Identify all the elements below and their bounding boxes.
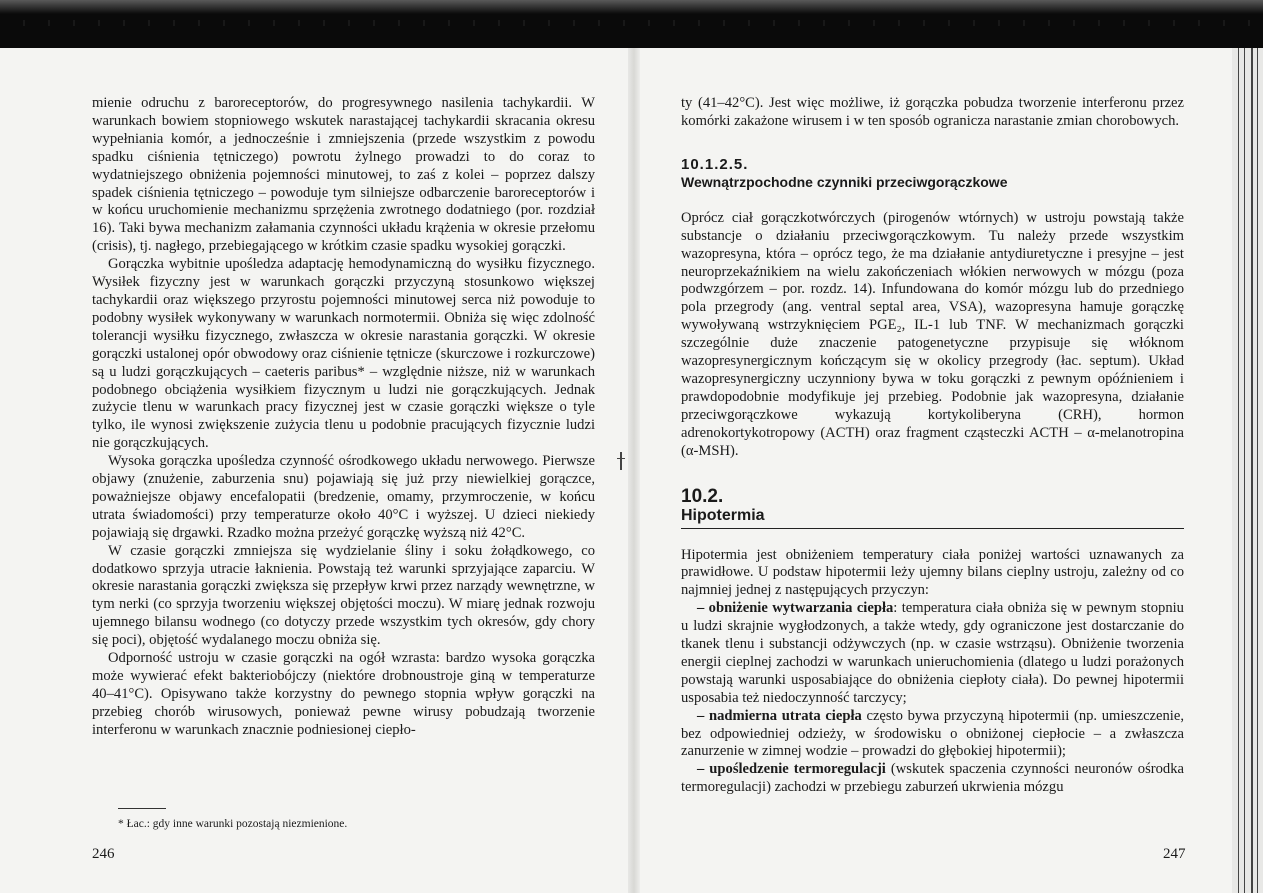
body-paragraph: Hipotermia jest obniżeniem temperatury ciała poniżej wartości uznawanych za prawidłowe. U podstaw hipotermii leży ujemny bilans cieplny ustroju, zależny od co najmniej jednej z następujących przyczyn: xyxy=(681,546,1184,599)
body-paragraph: Gorączka wybitnie upośledza adaptację hemodynamiczną do wysiłku fizycznego. Wysiłek fizyczny jest w warunkach gorączki przyczyną stosunkowo większej tachykardii oraz większego przyrostu pojemności minutowej serca niż powoduje to podobny wysiłek wykonywany w warunkach normotermii. Obniża się więc zdolność tolerancji wysiłku fizycznego, zwłaszcza w okresie narastania gorączki. W okresie gorączki ustalonej opór obwodowy oraz ciśnienie tętnicze (skurczowe i rozkurczowe) są u ludzi gorączkujących – caeteris paribus* – względnie niższe, niż w warunkach podobnego obciążenia wysiłkiem fizycznym u ludzi nie gorączkujących. Jednak zużycie tlenu w warunkach pracy fizycznej jest w czasie gorączki większe o tyle tylko, ile wynosi zwiększenie zużycia tlenu u podobnie pracujących fizycznie ludzi nie gorączkujących. xyxy=(92,256,595,452)
margin-mark xyxy=(617,458,625,459)
book-gutter xyxy=(628,48,640,893)
page-edge-line xyxy=(1257,48,1258,893)
list-item-lead: – upośledzenie termoregulacji xyxy=(697,761,886,778)
body-paragraph: Oprócz ciał gorączkotwórczych (pirogenów wtórnych) w ustroju powstają także substancje o działaniu przeciwgorączkowym. Tu należy przede wszystkim wazopresyna, która – oprócz tego, że ma działanie antydiuretyczne i presyjne – jest neuroprzekaźnikiem na wielu zakończeniach włókien nerwowych w mózgu (poza podwzgórzem – por. rozdz. 14). Infundowana do komór mózgu lub do przedniego pola przegrody (ang. ventral septal area, VSA), wazopresyna hamuje gorączkę wywoływaną wstrzyknięciem PGE₂, IL-1 lub TNF. W mechanizmach gorączki szczególnie duże znaczenie patogenetyczne przypisuje się włóknom wazopresynergicznym kończącym się w okolicy przegrody (łac. septum). Układ wazopresynergiczny uczynniony bywa w toku gorączki z pewnym opóźnieniem i prawdopodobnie modyfikuje jej przebieg. Podobnie jak wazopresyna, działanie przeciwgorączkowe wykazują kortykoliberyna (CRH), hormon adrenokortykotropowy (ACTH) oraz fragment cząsteczki ACTH – α-melanotropina (α-MSH). xyxy=(681,209,1184,459)
list-item-lead: – nadmierna utrata ciepła xyxy=(697,707,862,724)
section-number: 10.1.2.5. xyxy=(681,155,749,173)
body-paragraph: W czasie gorączki zmniejsza się wydzielanie śliny i soku żołądkowego, co dodatkowo sprzyja utracie łaknienia. Powstają też warunki sprzyjające zaparciu. W okresie narastania gorączki zwiększa się przepływ krwi przez narządy wewnętrzne, w tym nerki (co sprzyja tworzeniu większej objętości moczu). W miarę jednak rozwoju ujemnego bilansu wodnego (co dotyczy przede wszystkim tych okresów, gdy chory się poci), objętość wydalanego moczu obniża się. xyxy=(92,542,595,649)
section-title: Wewnątrzpochodne czynniki przeciwgorączkowe xyxy=(681,173,1008,190)
page-stack-edge xyxy=(1232,48,1263,893)
page-number-right: 247 xyxy=(1163,846,1186,862)
page-edge-line xyxy=(1251,48,1253,893)
list-item xyxy=(681,600,1184,707)
list-item xyxy=(681,708,1184,762)
body-paragraph: ty (41–42°C). Jest więc możliwe, iż gorączka pobudza tworzenie interferonu przez komórki zakażone wirusem i w ten sposób ogranicza narastanie zmian chorobowych. xyxy=(681,95,1184,129)
margin-mark xyxy=(620,452,622,470)
page-edge-line xyxy=(1238,48,1239,893)
page-number-left: 246 xyxy=(92,846,115,862)
list-item-text: często bywa przyczyną hipotermii (np. umieszczenie, bez odpowiedniej odzieży, w środowisku o obniżonej ciepłocie – a zwłaszcza zanurzenie w zimnej wodzie – prowadzi do głębokiej hipotermii); xyxy=(681,707,1184,760)
scan-top-fade xyxy=(0,0,1263,14)
body-paragraph: Odporność ustroju w czasie gorączki na ogół wzrasta: bardzo wysoka gorączka może wywierać efekt bakteriobójczy (niektóre drobnoustroje giną w temperaturze 40–41°C). Opisywano także korzystny do pewnego stopnia wpływ gorączki na przebieg chorób wirusowych, ponieważ pewne wirusy pobudzają tworzenie interferonu w warunkach znacznie podniesionej ciepło- xyxy=(92,650,595,738)
footnote-rule xyxy=(118,808,166,809)
left-text-column xyxy=(92,95,595,740)
body-paragraph: Wysoka gorączka upośledza czynność ośrodkowego układu nerwowego. Pierwsze objawy (znużenie, zaburzenia snu) pojawiają się już przy niewielkiej gorączce, poważniejsze objawy encefalopatii (bredzenie, omamy, przymroczenie, w końcu utrata świadomości) przy temperaturze około 40°C i wyższej. U dzieci niekiedy pojawiają się drgawki. Rzadko można przeżyć gorączkę wyższą niż 42°C. xyxy=(92,453,595,541)
chapter-number: 10.2. xyxy=(681,485,724,507)
list-item-text: (wskutek spaczenia czynności neuronów ośrodka termoregulacji) zachodzi w przebiegu zaburzeń ukrwienia mózgu xyxy=(681,761,1184,796)
list-item xyxy=(681,761,1184,797)
chapter-title: Hipotermia xyxy=(681,507,1184,529)
footnote: * Łac.: gdy inne warunki pozostają niezmienione. xyxy=(118,818,348,830)
list-item-text: : temperatura ciała obniża się w pewnym stopniu u ludzi skrajnie wygłodzonych, a także wtedy, gdy ograniczone jest dostarczanie do tkanek tlenu i substancji odżywczych (np. w czasie wstrząsu). Obniżenie tworzenia energii cieplnej zachodzi w warunkach unieruchomienia (dlatego u ludzi porażonych powstają warunki usposabiające do obniżenia ciepłoty ciała). Do pewnej hipotermii usposabia też niedoczynność tarczycy; xyxy=(681,600,1184,706)
body-paragraph: mienie odruchu z baroreceptorów, do progresywnego nasilenia tachykardii. W warunkach bowiem stopniowego wskutek narastającej tachykardii skracania okresu wypełniania komór, a jednocześnie i zmniejszenia (przede wszystkim z powodu spadku ciśnienia tętniczego) powrotu żylnego prowadzi to do coraz to wydatniejszego obniżenia pojemności minutowej, to zaś z kolei – poprzez dalszy spadek ciśnienia tętniczego – powoduje tym silniejsze odbarczenie baroreceptorów i w końcu uruchomienie mechanizmu sprzężenia zwrotnego dodatniego (por. rozdział 16). Taki bywa mechanizm załamania czynności układu krążenia w okresie przełomu (crisis), tj. nagłego, przebiegającego w krótkim czasie spadku wysokiej gorączki. xyxy=(92,95,595,255)
list-item-lead: – obniżenie wytwarzania ciepła xyxy=(697,600,894,617)
scan-noise xyxy=(0,20,1263,26)
right-text-column xyxy=(681,95,1184,797)
page-edge-line xyxy=(1244,48,1245,893)
